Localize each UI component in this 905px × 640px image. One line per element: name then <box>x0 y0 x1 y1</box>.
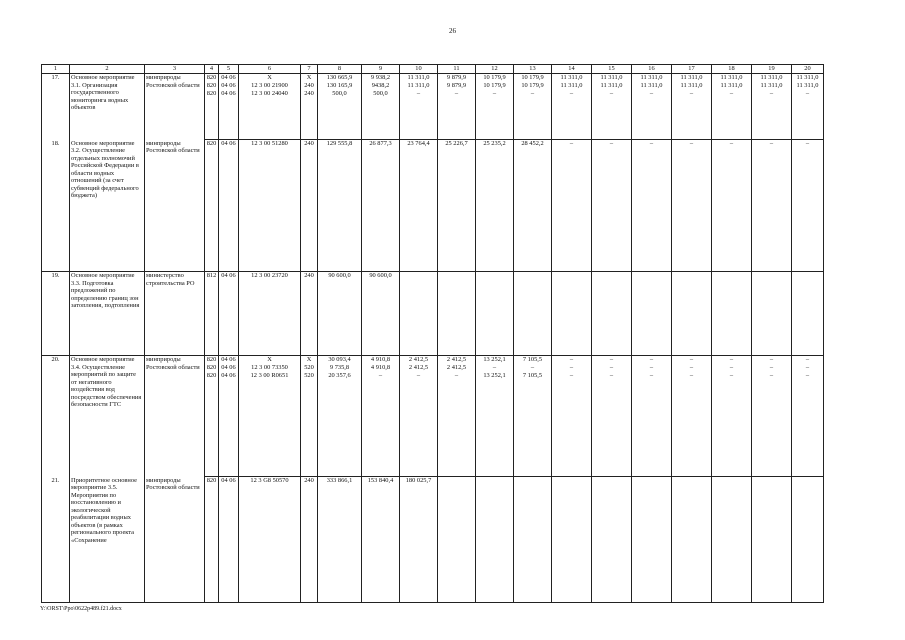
row-number: 21. <box>42 477 70 603</box>
data-cell <box>712 272 752 356</box>
data-cell: 2 412,5 <box>438 356 476 364</box>
data-cell: 11 311,0 <box>400 74 438 82</box>
data-cell: – <box>752 90 792 140</box>
data-cell: 12 3 G8 50570 <box>239 477 301 603</box>
data-cell: 820 <box>205 364 219 372</box>
data-cell: 13 252,1 <box>476 356 514 364</box>
data-cell: 11 311,0 <box>632 74 672 82</box>
measure-name: Основное мероприятие 3.4. Осуществление мероприятий по защите от негативного воздействия вод посредством обеспечения безопасности ГТС <box>70 356 145 477</box>
data-cell: 10 179,9 <box>476 74 514 82</box>
data-cell: – <box>632 356 672 364</box>
data-cell: – <box>592 140 632 272</box>
measure-name: Приоритетное основное мероприятие 3.5. Мероприятия по восстановлению и экологической реабилитации водных объектов (в рамках регионального проекта «Сохранение <box>70 477 145 603</box>
data-cell: 90 600,0 <box>362 272 400 356</box>
data-cell: – <box>632 140 672 272</box>
table-body <box>42 74 824 603</box>
data-cell <box>752 272 792 356</box>
data-cell: – <box>552 356 592 364</box>
data-cell: 500,0 <box>318 90 362 140</box>
data-cell: 820 <box>205 82 219 90</box>
header-row <box>42 65 824 74</box>
data-cell: 520 <box>301 372 318 477</box>
data-cell <box>592 272 632 356</box>
data-cell: 520 <box>301 364 318 372</box>
data-cell: – <box>712 140 752 272</box>
data-cell <box>476 272 514 356</box>
header-cell: 2 <box>70 65 145 74</box>
data-cell: 9 938,2 <box>362 74 400 82</box>
data-cell: – <box>792 364 824 372</box>
data-cell: 130 665,9 <box>318 74 362 82</box>
header-cell: 17 <box>672 65 712 74</box>
data-cell: 4 910,8 <box>362 356 400 364</box>
data-cell: – <box>672 356 712 364</box>
data-cell: 2 412,5 <box>400 364 438 372</box>
row-number: 17. <box>42 74 70 140</box>
data-cell: 820 <box>205 356 219 364</box>
data-cell: 9 879,9 <box>438 74 476 82</box>
data-cell: – <box>632 90 672 140</box>
header-cell: 14 <box>552 65 592 74</box>
data-cell: 240 <box>301 82 318 90</box>
data-cell: 11 311,0 <box>712 74 752 82</box>
data-cell: 333 866,1 <box>318 477 362 603</box>
data-cell: 10 179,9 <box>476 82 514 90</box>
data-cell: 04 06 <box>219 372 239 477</box>
header-cell: 16 <box>632 65 672 74</box>
data-cell: 04 06 <box>219 140 239 272</box>
data-cell: – <box>632 372 672 477</box>
data-cell: – <box>592 372 632 477</box>
data-cell: 11 311,0 <box>712 82 752 90</box>
data-cell: 11 311,0 <box>552 82 592 90</box>
header-cell: 12 <box>476 65 514 74</box>
data-cell: 7 105,5 <box>514 356 552 364</box>
header-cell: 7 <box>301 65 318 74</box>
header-cell: 3 <box>145 65 205 74</box>
data-cell: – <box>592 364 632 372</box>
header-cell: 13 <box>514 65 552 74</box>
data-cell <box>552 272 592 356</box>
data-cell: 04 06 <box>219 272 239 356</box>
executor: минприроды Ростовской области <box>145 74 205 140</box>
page-number: 26 <box>449 27 456 35</box>
data-cell: 04 06 <box>219 82 239 90</box>
data-cell: – <box>552 90 592 140</box>
data-cell <box>792 272 824 356</box>
data-cell: – <box>792 356 824 364</box>
data-cell: 11 311,0 <box>592 82 632 90</box>
data-cell: 04 06 <box>219 90 239 140</box>
data-cell: 11 311,0 <box>792 74 824 82</box>
data-cell: Х <box>301 356 318 364</box>
header-cell: 5 <box>219 65 239 74</box>
data-cell: – <box>712 372 752 477</box>
data-cell: 04 06 <box>219 356 239 364</box>
data-cell: 30 093,4 <box>318 356 362 364</box>
data-cell: 26 877,3 <box>362 140 400 272</box>
data-cell: – <box>752 364 792 372</box>
header-cell: 9 <box>362 65 400 74</box>
header-cell: 10 <box>400 65 438 74</box>
executor: минприроды Ростовской области <box>145 356 205 477</box>
data-cell: – <box>438 90 476 140</box>
data-cell: – <box>672 372 712 477</box>
data-cell: 10 179,9 <box>514 74 552 82</box>
data-cell: 9 879,9 <box>438 82 476 90</box>
data-cell: 240 <box>301 272 318 356</box>
data-cell <box>514 272 552 356</box>
data-cell: 9 735,8 <box>318 364 362 372</box>
data-cell: 11 311,0 <box>672 74 712 82</box>
data-cell <box>672 477 712 603</box>
data-cell: 130 165,9 <box>318 82 362 90</box>
data-cell: – <box>552 372 592 477</box>
table-row <box>42 356 824 364</box>
data-cell: – <box>514 364 552 372</box>
data-cell: – <box>672 90 712 140</box>
row-number: 20. <box>42 356 70 477</box>
data-cell: 820 <box>205 74 219 82</box>
data-cell: 11 311,0 <box>792 82 824 90</box>
data-cell: 11 311,0 <box>672 82 712 90</box>
data-cell: 10 179,9 <box>514 82 552 90</box>
data-cell <box>476 477 514 603</box>
data-cell <box>552 477 592 603</box>
data-cell <box>752 477 792 603</box>
data-cell: – <box>712 364 752 372</box>
header-cell: 1 <box>42 65 70 74</box>
data-cell: – <box>552 364 592 372</box>
data-cell <box>712 477 752 603</box>
data-cell: – <box>792 90 824 140</box>
data-cell: 28 452,2 <box>514 140 552 272</box>
data-cell: 12 3 00 23720 <box>239 272 301 356</box>
data-cell: 820 <box>205 372 219 477</box>
data-cell: 11 311,0 <box>752 82 792 90</box>
data-cell: 04 06 <box>219 364 239 372</box>
data-cell <box>400 272 438 356</box>
data-cell: 820 <box>205 90 219 140</box>
data-cell <box>792 477 824 603</box>
budget-table <box>41 64 824 603</box>
data-cell: – <box>552 140 592 272</box>
data-cell: – <box>752 140 792 272</box>
data-cell <box>438 272 476 356</box>
data-cell: 90 600,0 <box>318 272 362 356</box>
data-cell: – <box>592 356 632 364</box>
header-cell: 18 <box>712 65 752 74</box>
data-cell: 13 252,1 <box>476 372 514 477</box>
table-row <box>42 272 824 356</box>
data-cell: 129 555,8 <box>318 140 362 272</box>
data-cell: 04 06 <box>219 477 239 603</box>
data-cell: Х <box>301 74 318 82</box>
data-cell: 11 311,0 <box>552 74 592 82</box>
data-cell <box>592 477 632 603</box>
data-cell: 240 <box>301 477 318 603</box>
header-cell: 15 <box>592 65 632 74</box>
table-row <box>42 74 824 82</box>
data-cell: 12 3 00 73350 <box>239 364 301 372</box>
file-path-footer: Y:\ORST\Ppo\0622p489.f21.docx <box>40 606 122 612</box>
data-cell: 11 311,0 <box>400 82 438 90</box>
data-cell <box>672 272 712 356</box>
data-cell: Х <box>239 74 301 82</box>
data-cell: 12 3 00 R0651 <box>239 372 301 477</box>
data-cell: – <box>592 90 632 140</box>
data-cell: 7 105,5 <box>514 372 552 477</box>
data-cell: – <box>438 372 476 477</box>
data-cell <box>632 272 672 356</box>
data-cell: 04 06 <box>219 74 239 82</box>
measure-name: Основное мероприятие 3.2. Осуществление отдельных полномочий Российской Федерации в области водных отношений (за счет субвенций федерального бюджета) <box>70 140 145 272</box>
data-cell: – <box>400 90 438 140</box>
data-cell: – <box>632 364 672 372</box>
data-cell: 820 <box>205 477 219 603</box>
data-cell: 11 311,0 <box>752 74 792 82</box>
executor: министерство строительства РО <box>145 272 205 356</box>
data-cell: – <box>792 372 824 477</box>
data-cell: – <box>514 90 552 140</box>
header-cell: 19 <box>752 65 792 74</box>
executor: минприроды Ростовской области <box>145 140 205 272</box>
data-cell: 4 910,8 <box>362 364 400 372</box>
data-cell: 2 412,5 <box>400 356 438 364</box>
data-cell: 820 <box>205 140 219 272</box>
data-cell <box>514 477 552 603</box>
executor: минприроды Ростовской области <box>145 477 205 603</box>
row-number: 18. <box>42 140 70 272</box>
data-cell: – <box>752 356 792 364</box>
data-cell: 500,0 <box>362 90 400 140</box>
header-cell: 8 <box>318 65 362 74</box>
data-cell: 20 357,6 <box>318 372 362 477</box>
data-cell: – <box>712 356 752 364</box>
data-cell: – <box>476 364 514 372</box>
data-cell: 812 <box>205 272 219 356</box>
data-cell: 9438,2 <box>362 82 400 90</box>
data-cell <box>438 477 476 603</box>
data-cell <box>632 477 672 603</box>
data-cell: 11 311,0 <box>592 74 632 82</box>
data-cell: 12 3 00 51280 <box>239 140 301 272</box>
data-cell: – <box>672 364 712 372</box>
data-cell: – <box>792 140 824 272</box>
data-cell: – <box>752 372 792 477</box>
table-row <box>42 477 824 603</box>
data-cell: – <box>362 372 400 477</box>
data-cell: 12 3 00 24040 <box>239 90 301 140</box>
header-cell: 4 <box>205 65 219 74</box>
data-cell: 240 <box>301 90 318 140</box>
data-cell: 12 3 00 21900 <box>239 82 301 90</box>
header-cell: 6 <box>239 65 301 74</box>
data-cell: 11 311,0 <box>632 82 672 90</box>
data-cell: 25 226,7 <box>438 140 476 272</box>
data-cell: Х <box>239 356 301 364</box>
data-cell: 25 235,2 <box>476 140 514 272</box>
data-cell: 240 <box>301 140 318 272</box>
data-cell: 23 764,4 <box>400 140 438 272</box>
data-cell: – <box>712 90 752 140</box>
data-cell: – <box>400 372 438 477</box>
header-cell: 11 <box>438 65 476 74</box>
data-cell: 180 025,7 <box>400 477 438 603</box>
data-cell: 2 412,5 <box>438 364 476 372</box>
table-row <box>42 140 824 272</box>
data-cell: – <box>672 140 712 272</box>
data-cell: – <box>476 90 514 140</box>
data-cell: 153 840,4 <box>362 477 400 603</box>
header-cell: 20 <box>792 65 824 74</box>
measure-name: Основное мероприятие 3.1. Организация государственного мониторинга водных объектов <box>70 74 145 140</box>
measure-name: Основное мероприятие 3.3. Подготовка предложений по определению границ зон затопления, подтопления <box>70 272 145 356</box>
row-number: 19. <box>42 272 70 356</box>
